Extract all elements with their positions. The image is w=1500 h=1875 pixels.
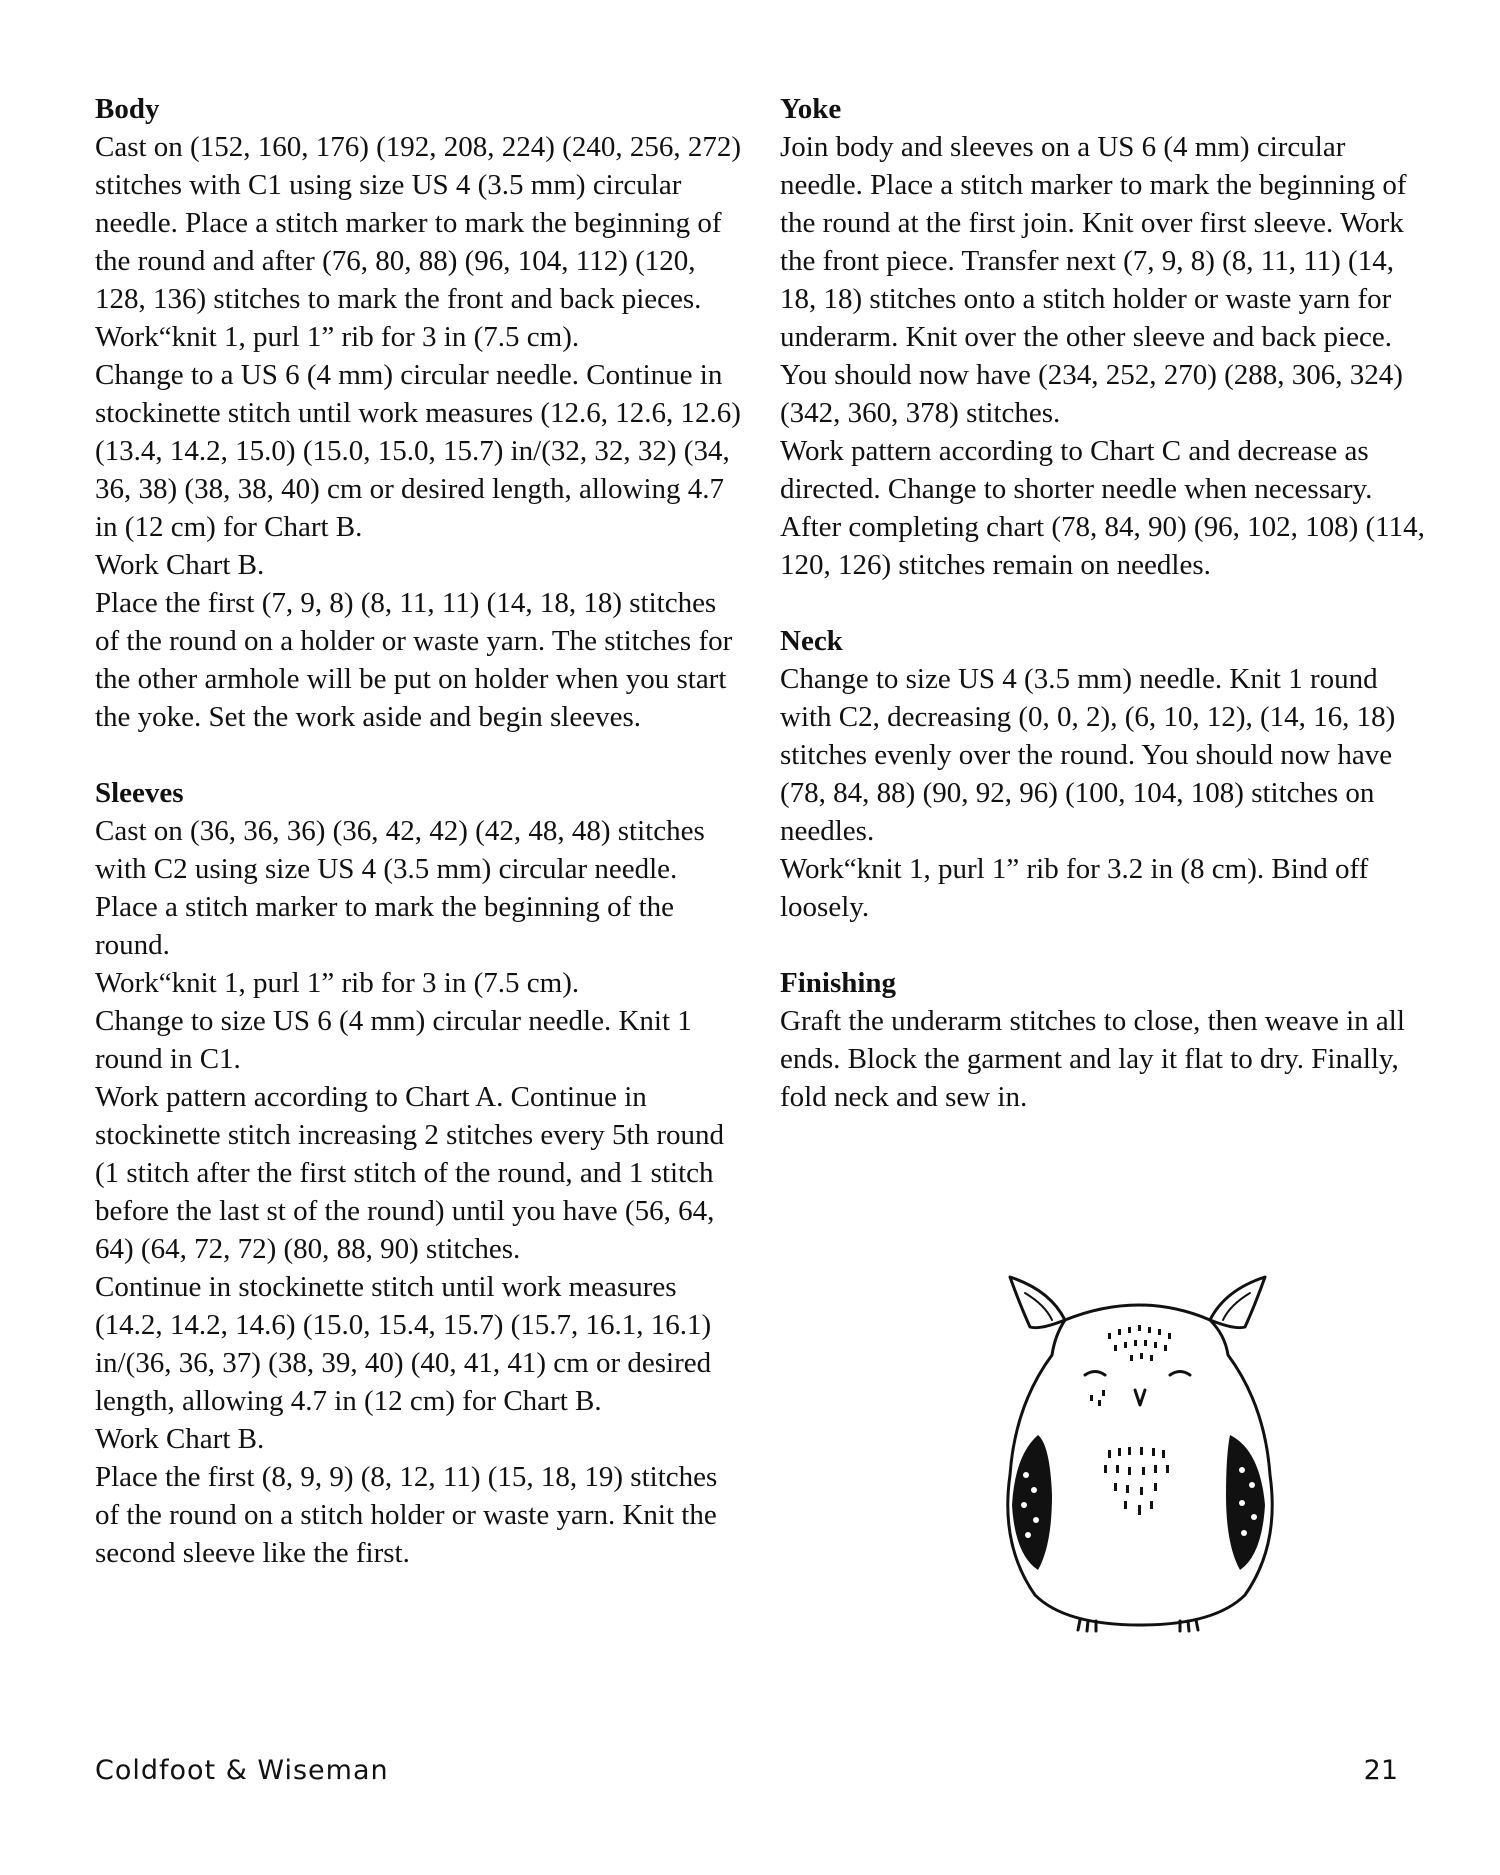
body-heading: Body	[95, 93, 160, 125]
sleeves-paragraph: Work“knit 1, purl 1” rib for 3 in (7.5 cm).	[95, 967, 580, 999]
finishing-heading: Finishing	[780, 967, 897, 999]
body-paragraph: Work Chart B.	[95, 549, 265, 581]
yoke-paragraph: Work pattern according to Chart C and decrease as directed. Change to shorter needle when necessary. After completing chart (78, 84, 90) (96, 102, 108) (114, 120, 126) stitches remain on needles.	[780, 435, 1425, 581]
page-number: 21	[1363, 1755, 1398, 1786]
finishing-paragraph: Graft the underarm stitches to close, then weave in all ends. Block the garment and lay it flat to dry. Finally, fold neck and sew in.	[780, 1005, 1405, 1113]
yoke-heading: Yoke	[780, 93, 842, 125]
right-column	[780, 90, 1430, 1154]
sleeves-heading: Sleeves	[95, 777, 184, 809]
sleeves-section	[95, 774, 745, 1572]
yoke-section	[780, 90, 1430, 584]
yoke-paragraph: Join body and sleeves on a US 6 (4 mm) circular needle. Place a stitch marker to mark the beginning of the round at the first join. Knit over first sleeve. Work the front piece. Transfer next (7, 9, 8) (8, 11, 11) (14, 18, 18) stitches onto a stitch holder or waste yarn for underarm. Knit over the other sleeve and back piece. You should now have (234, 252, 270) (288, 306, 324) (342, 360, 378) stitches.	[780, 131, 1407, 429]
sleeves-paragraph: Cast on (36, 36, 36) (36, 42, 42) (42, 48, 48) stitches with C2 using size US 4 (3.5 mm) circular needle. Place a stitch marker to mark the beginning of the round.	[95, 815, 705, 961]
body-paragraph: Cast on (152, 160, 176) (192, 208, 224) (240, 256, 272) stitches with C1 using size US 4 (3.5 mm) circular needle. Place a stitch marker to mark the beginning of the round and after (76, 80, 88) (96, 104, 112) (120, 128, 136) stitches to mark the front and back pieces.	[95, 131, 742, 315]
sleeves-paragraph: Place the first (8, 9, 9) (8, 12, 11) (15, 18, 19) stitches of the round on a stitch holder or waste yarn. Knit the second sleeve like the first.	[95, 1461, 718, 1569]
owl-illustration	[990, 1265, 1290, 1645]
body-section	[95, 90, 745, 736]
body-paragraph: Place the first (7, 9, 8) (8, 11, 11) (14, 18, 18) stitches of the round on a holder or waste yarn. The stitches for the other armhole will be put on holder when you start the yoke. Set the work aside and begin sleeves.	[95, 587, 733, 733]
owl-icon	[990, 1265, 1290, 1645]
body-paragraph: Change to a US 6 (4 mm) circular needle. Continue in stockinette stitch until work measures (12.6, 12.6, 12.6) (13.4, 14.2, 15.0) (15.0, 15.0, 15.7) in/(32, 32, 32) (34, 36, 38) (38, 38, 40) cm or desired length, allowing 4.7 in (12 cm) for Chart B.	[95, 359, 741, 543]
footer-title: Coldfoot & Wiseman	[95, 1755, 389, 1786]
body-paragraph: Work“knit 1, purl 1” rib for 3 in (7.5 cm).	[95, 321, 580, 353]
neck-paragraph: Work“knit 1, purl 1” rib for 3.2 in (8 cm). Bind off loosely.	[780, 853, 1369, 923]
neck-heading: Neck	[780, 625, 843, 657]
sleeves-paragraph: Work Chart B.	[95, 1423, 265, 1455]
finishing-section	[780, 964, 1430, 1116]
sleeves-paragraph: Continue in stockinette stitch until work measures (14.2, 14.2, 14.6) (15.0, 15.4, 15.7) (15.7, 16.1, 16.1) in/(36, 36, 37) (38, 39, 40) (40, 41, 41) cm or desired length, allowing 4.7 in (12 cm) for Chart B.	[95, 1271, 712, 1417]
neck-section	[780, 622, 1430, 926]
sleeves-paragraph: Change to size US 6 (4 mm) circular needle. Knit 1 round in C1.	[95, 1005, 692, 1075]
sleeves-paragraph: Work pattern according to Chart A. Continue in stockinette stitch increasing 2 stitches every 5th round (1 stitch after the first stitch of the round, and 1 stitch before the last st of the round) until you have (56, 64, 64) (64, 72, 72) (80, 88, 90) stitches.	[95, 1081, 724, 1265]
neck-paragraph: Change to size US 4 (3.5 mm) needle. Knit 1 round with C2, decreasing (0, 0, 2), (6, 10, 12), (14, 16, 18) stitches evenly over the round. You should now have (78, 84, 88) (90, 92, 96) (100, 104, 108) stitches on needles.	[780, 663, 1396, 847]
left-column	[95, 90, 745, 1610]
